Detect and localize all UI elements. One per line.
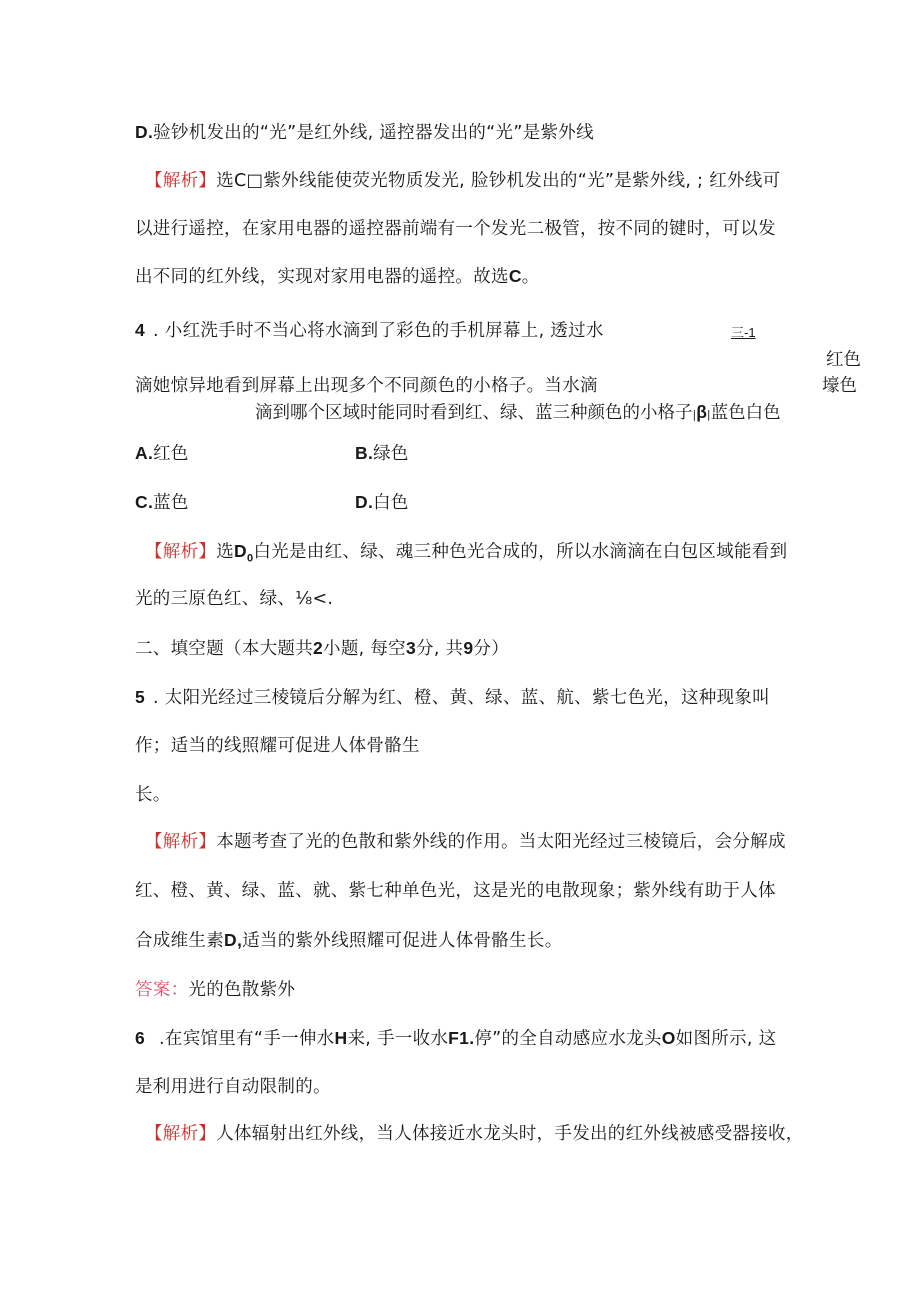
ocr-artifact: O: [661, 1028, 676, 1048]
figure-divider: |: [692, 408, 697, 421]
question-number: 6: [135, 1028, 146, 1048]
option-letter: D.: [135, 122, 154, 142]
question-text: 来, 手一收水: [347, 1029, 449, 1049]
analysis-label: 【解析】: [145, 832, 217, 852]
vitamin-letter: D,: [224, 930, 243, 950]
total-points: 9: [463, 638, 474, 658]
q5-answer: [135, 978, 295, 1002]
question-text: 如图所示, 这: [675, 1029, 777, 1049]
question-number: 4: [135, 320, 146, 340]
option-letter: B.: [355, 443, 374, 463]
option-letter: C.: [135, 492, 154, 512]
heading-text: 小题, 每空: [323, 639, 406, 659]
answer-letter: C: [508, 266, 522, 286]
option-letter: D.: [355, 492, 374, 512]
q5-stem-line-3: 长。: [135, 785, 171, 805]
q4-stem-line-3: [255, 400, 781, 427]
option-letter: A.: [135, 443, 154, 463]
q3-analysis-line-1: [145, 169, 780, 193]
ocr-artifact: F1.: [448, 1028, 475, 1048]
q6-stem-line-1: [135, 1026, 776, 1051]
heading-text: 分）: [473, 639, 510, 659]
heading-text: 分, 共: [416, 639, 464, 659]
analysis-choice: 选C: [216, 171, 247, 191]
q3-option-d: [135, 120, 594, 145]
figure-green-label: 壕色: [822, 376, 857, 396]
analysis-text: 白光是由红、绿、魂三种色光合成的，所以水滴滴在白包区域能看到: [253, 542, 788, 562]
answer-subscript: 0: [246, 552, 254, 565]
analysis-choice: 选: [216, 542, 235, 562]
q5-analysis-line-2: 红、橙、黄、绿、蓝、就、紫七种单色光，这是光的电散现象；紫外线有助于人体: [135, 881, 776, 901]
question-text: 停”的全自动感应水龙头: [474, 1029, 662, 1049]
section-heading: [135, 636, 509, 661]
analysis-label: 【解析】: [145, 542, 217, 562]
figure-beta-label: β: [696, 402, 707, 422]
q4-option-c: [135, 490, 189, 515]
q4-option-b: [355, 441, 409, 466]
figure-divider: |: [706, 408, 711, 421]
q5-stem-line-2: 作；适当的线照耀可促进人体骨骼生: [135, 736, 420, 756]
q4-option-a: [135, 441, 189, 466]
ocr-artifact: H: [334, 1028, 348, 1048]
points-per-blank: 3: [405, 638, 417, 658]
option-text: 白色: [373, 493, 409, 513]
heading-text: 二、填空题（本大题共: [135, 639, 313, 659]
figure-red-label: 红色: [826, 350, 861, 370]
answer-text: 光的色散紫外: [188, 980, 296, 1000]
figure-blue-white-label: 蓝色白色: [710, 403, 781, 423]
q4-stem-line-1: [135, 318, 604, 343]
q3-analysis-line-2: 以进行遥控，在家用电器的遥控器前端有一个发光二极管，按不同的键时，可以发: [135, 219, 776, 239]
option-text: 绿色: [373, 444, 409, 464]
question-number: 5: [135, 687, 146, 707]
option-text: 红色: [153, 444, 189, 464]
answer-letter: D: [234, 541, 247, 561]
question-text: .在宾馆里有“手一伸水: [159, 1029, 335, 1049]
q5-stem-line-1: [135, 685, 770, 710]
q5-analysis-line-3: [135, 928, 563, 953]
analysis-label: 【解析】: [145, 1124, 217, 1144]
analysis-text: 合成维生素: [135, 931, 224, 951]
figure-label: 三-1: [731, 325, 756, 340]
analysis-text: 出不同的红外线，实现对家用电器的遥控。故选: [135, 267, 509, 287]
q4-option-d: [355, 490, 409, 515]
q4-analysis-line-2: 光的三原色红、绿、⅛<.: [135, 589, 334, 609]
question-text: . 小红洗手时不当心将水滴到了彩色的手机屏幕上, 透过水: [153, 321, 604, 341]
q6-analysis-line-1: [145, 1122, 804, 1146]
question-text: 滴到哪个区域时能同时看到红、绿、蓝三种颜色的小格子: [255, 403, 693, 423]
q6-stem-line-2: 是利用进行自动限制的。: [135, 1077, 331, 1097]
option-text: 蓝色: [153, 493, 189, 513]
question-text: . 太阳光经过三棱镜后分解为红、橙、黄、绿、蓝、航、紫七色光，这种现象叫: [153, 688, 770, 708]
q5-analysis-line-1: [145, 830, 786, 854]
punctuation: 。: [521, 267, 540, 287]
answer-label: 答案：: [135, 980, 189, 1000]
option-text: 验钞机发出的“光”是红外线, 遥控器发出的“光”是紫外线: [153, 123, 594, 143]
q3-analysis-line-3: [135, 264, 540, 289]
analysis-text: 本题考查了光的色散和紫外线的作用。当太阳光经过三棱镜后，会分解成: [216, 832, 786, 852]
analysis-label: 【解析】: [145, 171, 217, 191]
question-count: 2: [313, 638, 324, 658]
q4-analysis-line-1: [145, 539, 787, 571]
analysis-text: □紫外线能使荧光物质发光, 脸钞机发出的“光”是紫外线, ; 红外线可: [246, 171, 781, 191]
q4-stem-line-2: 滴她惊异地看到屏幕上出现多个不同颜色的小格子。当水滴: [135, 376, 598, 396]
analysis-text: 人体辐射出红外线，当人体接近水龙头时，手发出的红外线被感受器接收，: [216, 1124, 804, 1144]
analysis-text: 适当的紫外线照耀可促进人体骨骼生长。: [242, 931, 563, 951]
